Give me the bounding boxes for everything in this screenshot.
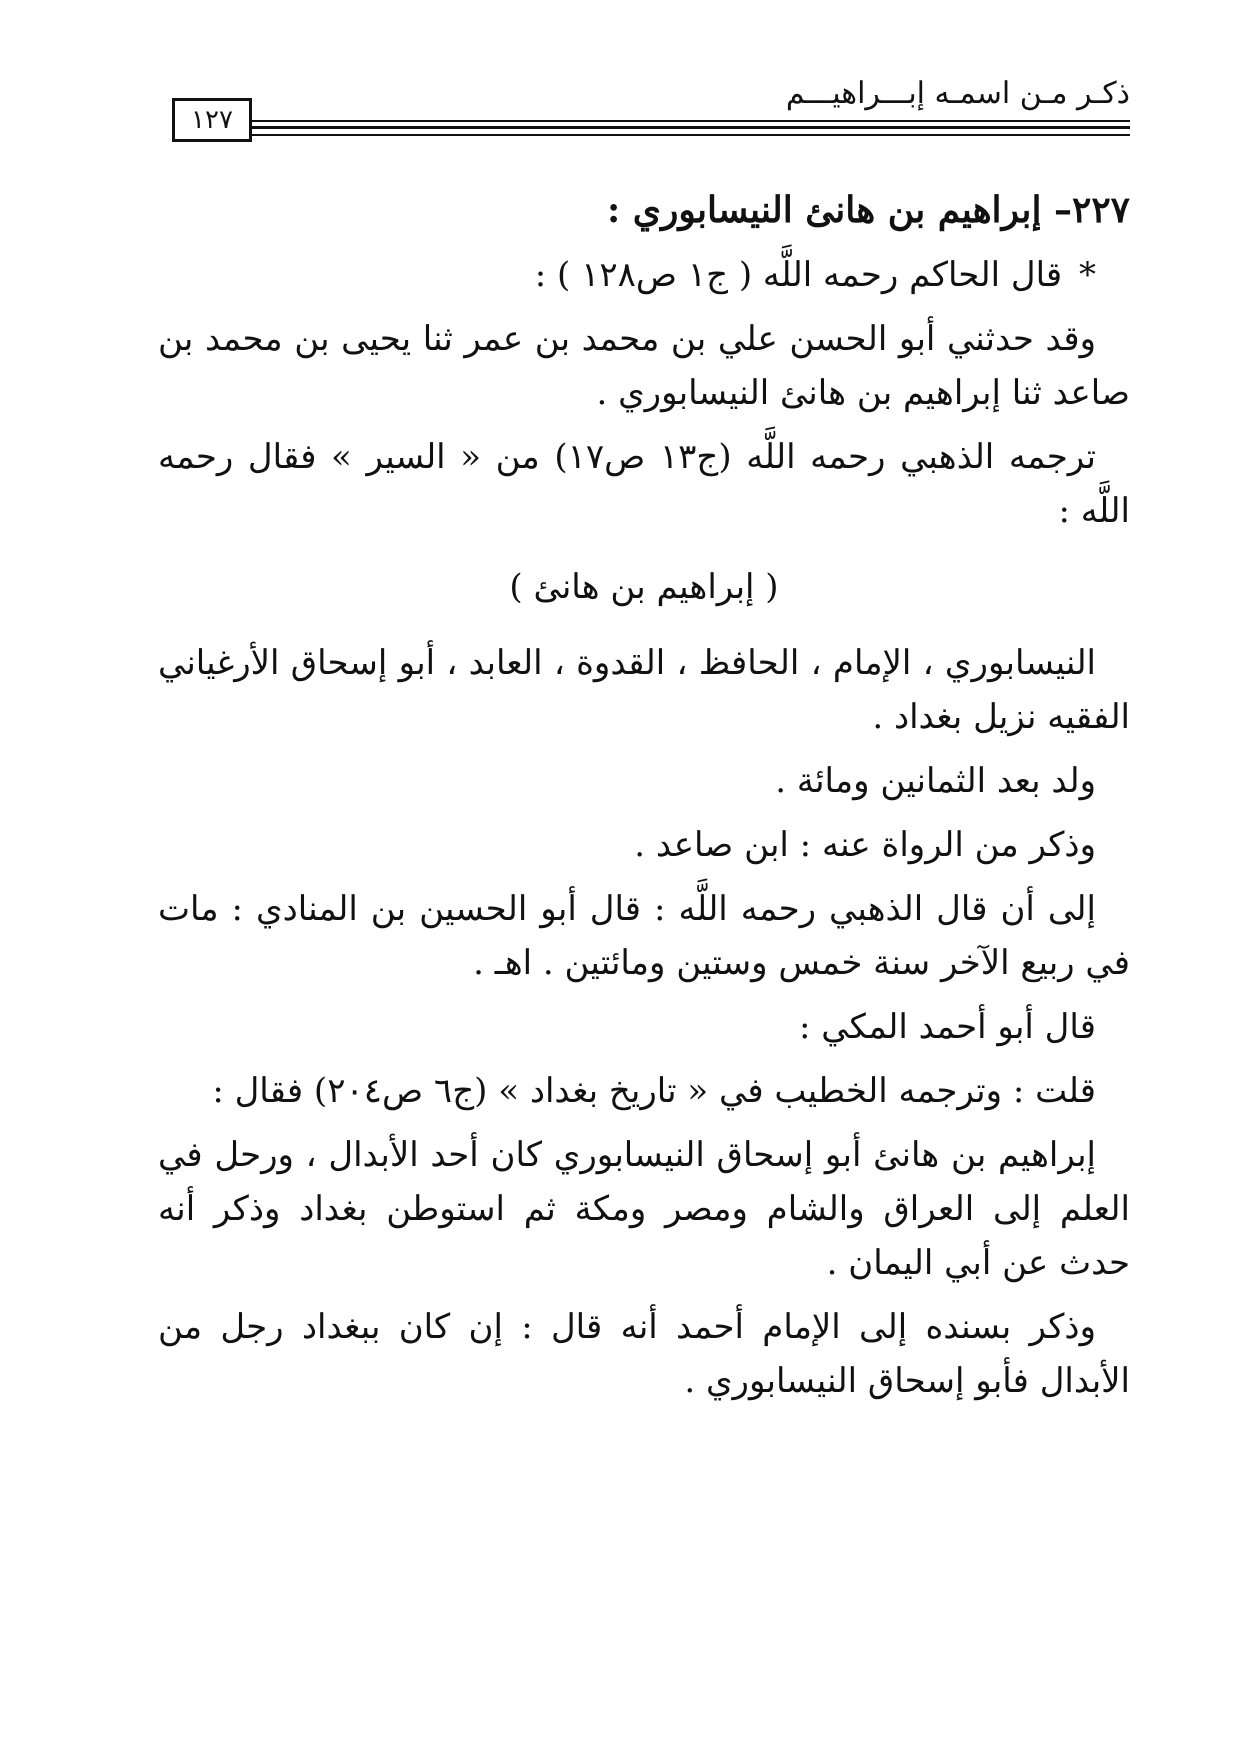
paragraph: النيسابوري ، الإمام ، الحافظ ، القدوة ، العابد ، أبو إسحاق الأرغياني الفقيه نزيل بغداد .: [158, 643, 1130, 737]
paragraph: إلى أن قال الذهبي رحمه اللَّه : قال أبو الحسين بن المنادي : مات في ربيع الآخر سنة خمس وستين ومائتين . اهـ .: [158, 889, 1130, 983]
entry-heading: ٢٢٧– إبراهيم بن هانئ النيسابوري :: [606, 189, 1130, 231]
paragraph: وقد حدثني أبو الحسن علي بن محمد بن عمر ثنا يحيى بن محمد بن صاعد ثنا إبراهيم بن هانئ النيسابوري .: [158, 319, 1130, 413]
paragraph: وذكر بسنده إلى الإمام أحمد أنه قال : إن كان ببغداد رجل من الأبدال فأبو إسحاق النيسابوري .: [158, 1307, 1130, 1401]
source-line: [158, 248, 1130, 302]
paragraph: إبراهيم بن هانئ أبو إسحاق النيسابوري كان أحد الأبدال ، ورحل في العلم إلى العراق والشام ومصر ومكة ثم استوطن بغداد وذكر أنه حدث عن أبي اليمان .: [158, 1135, 1130, 1283]
header-rule: [252, 134, 1130, 136]
page-number: ١٢٧: [172, 98, 252, 142]
paragraph: قلت : وترجمه الخطيب في « تاريخ بغداد » (ج٦ ص٢٠٤) فقال :: [212, 1071, 1096, 1111]
source-line-text: قال الحاكم رحمه اللَّه ( ج١ ص١٢٨ ) :: [534, 255, 1063, 295]
running-title: ذكـر مـن اسمـه إبـــراهيـــم: [785, 76, 1130, 111]
page-body: [158, 180, 1130, 1418]
header-rule: [252, 120, 1130, 122]
paragraph: قال أبو أحمد المكي :: [798, 1007, 1096, 1047]
paragraph: ترجمه الذهبي رحمه اللَّه (ج١٣ ص١٧) من « السير » فقال رحمه اللَّه :: [158, 437, 1130, 531]
paragraph: وذكر من الرواة عنه : ابن صاعد .: [634, 825, 1096, 865]
star-icon: *: [1079, 255, 1096, 295]
paragraph: ولد بعد الثمانين ومائة .: [775, 761, 1096, 801]
subtitle: ( إبراهيم بن هانئ ): [509, 567, 779, 607]
header-rule: [252, 126, 1130, 129]
